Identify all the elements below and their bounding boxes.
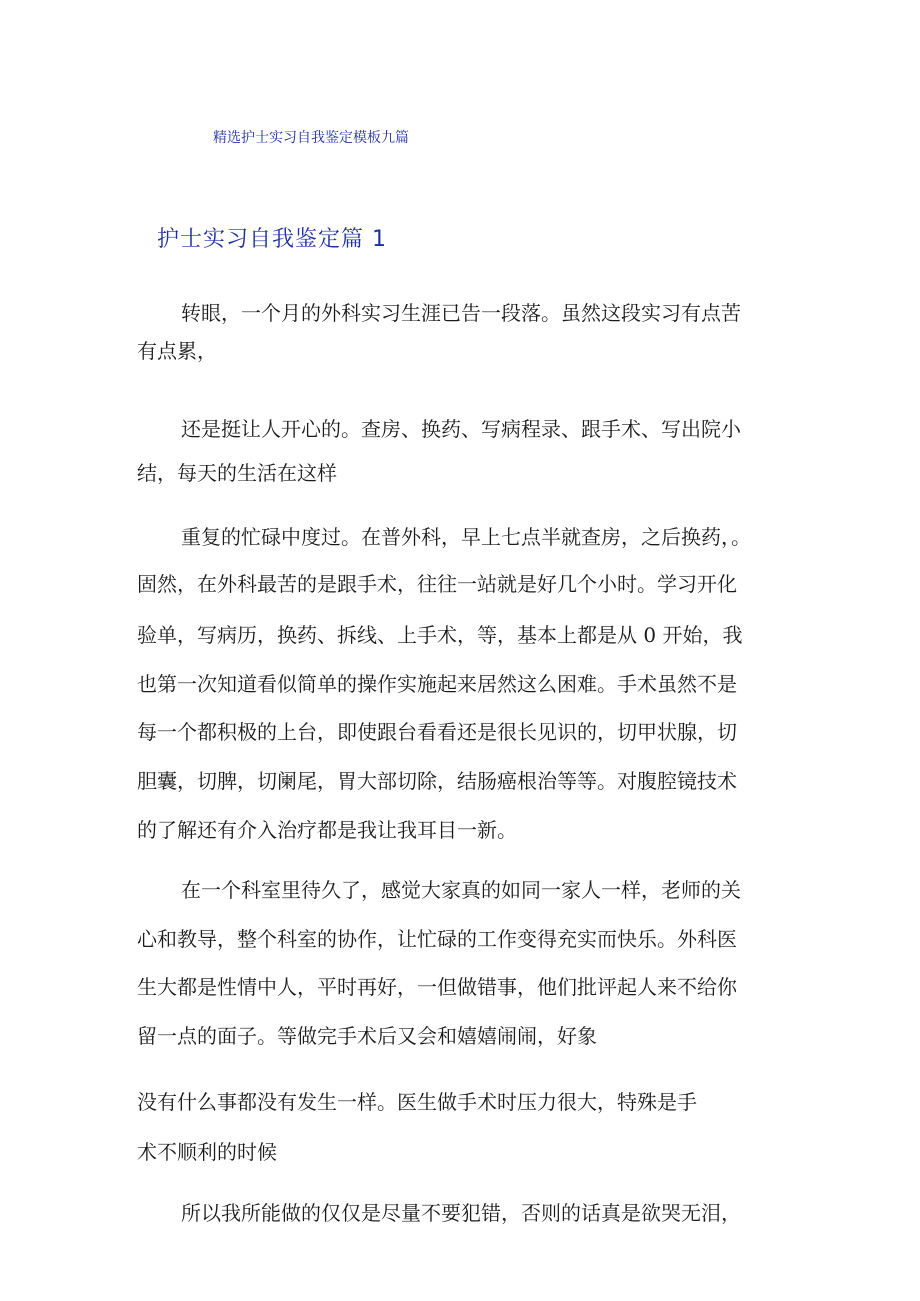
paragraph-line: 还是挺让人开心的。查房、换药、写病程录、跟手术、写出院小 <box>181 417 741 441</box>
paragraph-line: 验单，写病历，换药、拆线、上手术，等，基本上都是从 0 开始，我 <box>137 623 743 647</box>
paragraph-line: 重复的忙碌中度过。在普外科，早上七点半就查房，之后换药，。 <box>181 525 751 549</box>
document-title: 精选护士实习自我鉴定模板九篇 <box>213 130 409 146</box>
paragraph-line: 转眼，一个月的外科实习生涯已告一段落。虽然这段实习有点苦 <box>181 301 741 325</box>
paragraph-line: 有点累， <box>137 339 217 363</box>
paragraph-line: 结，每天的生活在这样 <box>137 461 337 485</box>
section-heading: 护士实习自我鉴定篇 1 <box>157 227 387 252</box>
paragraph-line: 没有什么事都没有发生一样。医生做手术时压力很大，特殊是手 <box>137 1090 697 1114</box>
paragraph-line: 所以我所能做的仅仅是尽量不要犯错，否则的话真是欲哭无泪， <box>181 1201 741 1225</box>
paragraph-line: 在一个科室里待久了，感觉大家真的如同一家人一样，老师的关 <box>181 878 741 902</box>
paragraph-line: 心和教导，整个科室的协作，让忙碌的工作变得充实而快乐。外科医 <box>137 927 737 951</box>
paragraph-line: 固然，在外科最苦的是跟手术，往往一站就是好几个小时。学习开化 <box>137 572 737 596</box>
paragraph-line: 也第一次知道看似简单的操作实施起来居然这么困难。手术虽然不是 <box>137 672 737 696</box>
paragraph-line: 每一个都积极的上台，即使跟台看看还是很长见识的，切甲状腺，切 <box>137 720 737 744</box>
paragraph-line: 术不顺利的时候 <box>137 1140 277 1164</box>
paragraph-line: 生大都是性情中人，平时再好，一但做错事，他们批评起人来不给你 <box>137 975 737 999</box>
paragraph-line: 胆囊，切脾，切阑尾，胃大部切除，结肠癌根治等等。对腹腔镜技术 <box>137 769 737 793</box>
paragraph-line: 的了解还有介入治疗都是我让我耳目一新。 <box>137 818 517 842</box>
paragraph-line: 留一点的面子。等做完手术后又会和嬉嬉闹闹，好象 <box>137 1024 597 1048</box>
